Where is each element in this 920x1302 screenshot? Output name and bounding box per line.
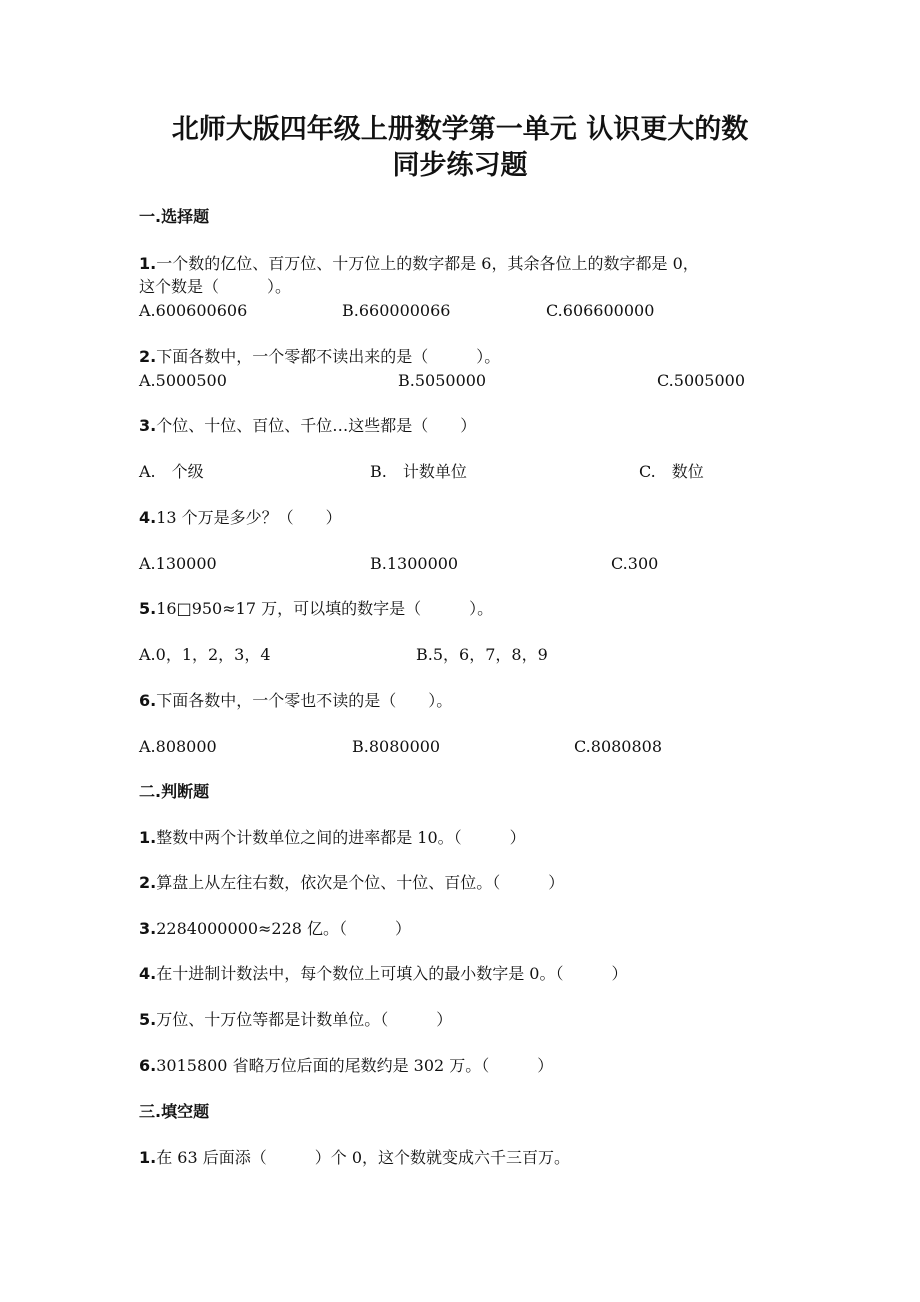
question-number: 5.: [139, 1010, 157, 1029]
question-text: 万位、十万位等都是计数单位。（ ）: [156, 1010, 453, 1029]
question-number: 4.: [139, 964, 157, 983]
option-a: A.5000500: [139, 371, 227, 390]
question-number: 5.: [139, 599, 157, 618]
question-number: 3.: [139, 919, 157, 938]
option-b: B.8080000: [352, 737, 441, 756]
option-a: A.600600606: [139, 301, 248, 320]
question-text: 一个数的亿位、百万位、十万位上的数字都是 6，其余各位上的数字都是 0，: [156, 254, 699, 273]
question-number: 1.: [139, 1148, 157, 1167]
option-c: C.606600000: [546, 301, 655, 320]
question-number: 6.: [139, 1056, 157, 1075]
option-a: A.808000: [139, 737, 217, 756]
judge-question-4: [139, 963, 628, 985]
section-heading-fill: 三.填空题: [139, 1102, 210, 1121]
option-c: C.8080808: [574, 737, 663, 756]
judge-question-3: [139, 918, 411, 940]
choice-question-1-line-2: 这个数是（ ）。: [139, 277, 292, 296]
question-number: 2.: [139, 347, 157, 366]
question-number: 4.: [139, 508, 157, 527]
question-text: 个位、十位、百位、千位…这些都是（ ）: [156, 416, 477, 435]
question-text: 2284000000≈228 亿。（ ）: [156, 919, 412, 938]
question-text: 在 63 后面添（ ）个 0，这个数就变成六千三百万。: [156, 1148, 571, 1167]
option-c: C.5005000: [657, 371, 746, 390]
fill-question-1: [139, 1147, 570, 1169]
question-text: 下面各数中，一个零都不读出来的是（ ）。: [156, 347, 501, 366]
question-text: 整数中两个计数单位之间的进率都是 10。（ ）: [156, 828, 526, 847]
section-heading-judge: 二.判断题: [139, 782, 210, 801]
question-number: 1.: [139, 254, 157, 273]
option-a: A.0，1，2，3，4: [139, 645, 271, 664]
option-a: A.130000: [139, 554, 217, 573]
option-b: B.1300000: [370, 554, 459, 573]
option-b: B.5050000: [398, 371, 487, 390]
choice-question-3: [139, 415, 476, 437]
title-line-1: 北师大版四年级上册数学第一单元 认识更大的数: [171, 114, 749, 145]
choice-question-2: [139, 346, 500, 368]
question-number: 6.: [139, 691, 157, 710]
choice-question-6: [139, 690, 452, 712]
title-line-2: 同步练习题: [392, 150, 528, 181]
option-c: C. 数位: [639, 462, 704, 481]
question-text: 算盘上从左往右数，依次是个位、十位、百位。（ ）: [156, 873, 565, 892]
choice-question-4: [139, 507, 342, 529]
option-b: B. 计数单位: [370, 462, 467, 481]
option-b: B.660000066: [342, 301, 451, 320]
option-c: C.300: [611, 554, 659, 573]
choice-question-5: [139, 598, 493, 620]
question-text: 16□950≈17 万，可以填的数字是（ ）。: [156, 599, 494, 618]
question-text: 13 个万是多少？（ ）: [156, 508, 342, 527]
question-number: 3.: [139, 416, 157, 435]
question-number: 1.: [139, 828, 157, 847]
question-number: 2.: [139, 873, 157, 892]
question-text: 在十进制计数法中，每个数位上可填入的最小数字是 0。（ ）: [156, 964, 628, 983]
question-text: 3015800 省略万位后面的尾数约是 302 万。（ ）: [156, 1056, 554, 1075]
judge-question-5: [139, 1009, 452, 1031]
question-text: 下面各数中，一个零也不读的是（ ）。: [156, 691, 453, 710]
section-heading-choice: 一.选择题: [139, 207, 210, 226]
option-a: A. 个级: [139, 462, 204, 481]
option-b: B.5，6，7，8，9: [416, 645, 548, 664]
judge-question-2: [139, 872, 564, 894]
choice-question-1: [139, 253, 699, 275]
judge-question-6: [139, 1055, 553, 1077]
judge-question-1: [139, 827, 526, 849]
